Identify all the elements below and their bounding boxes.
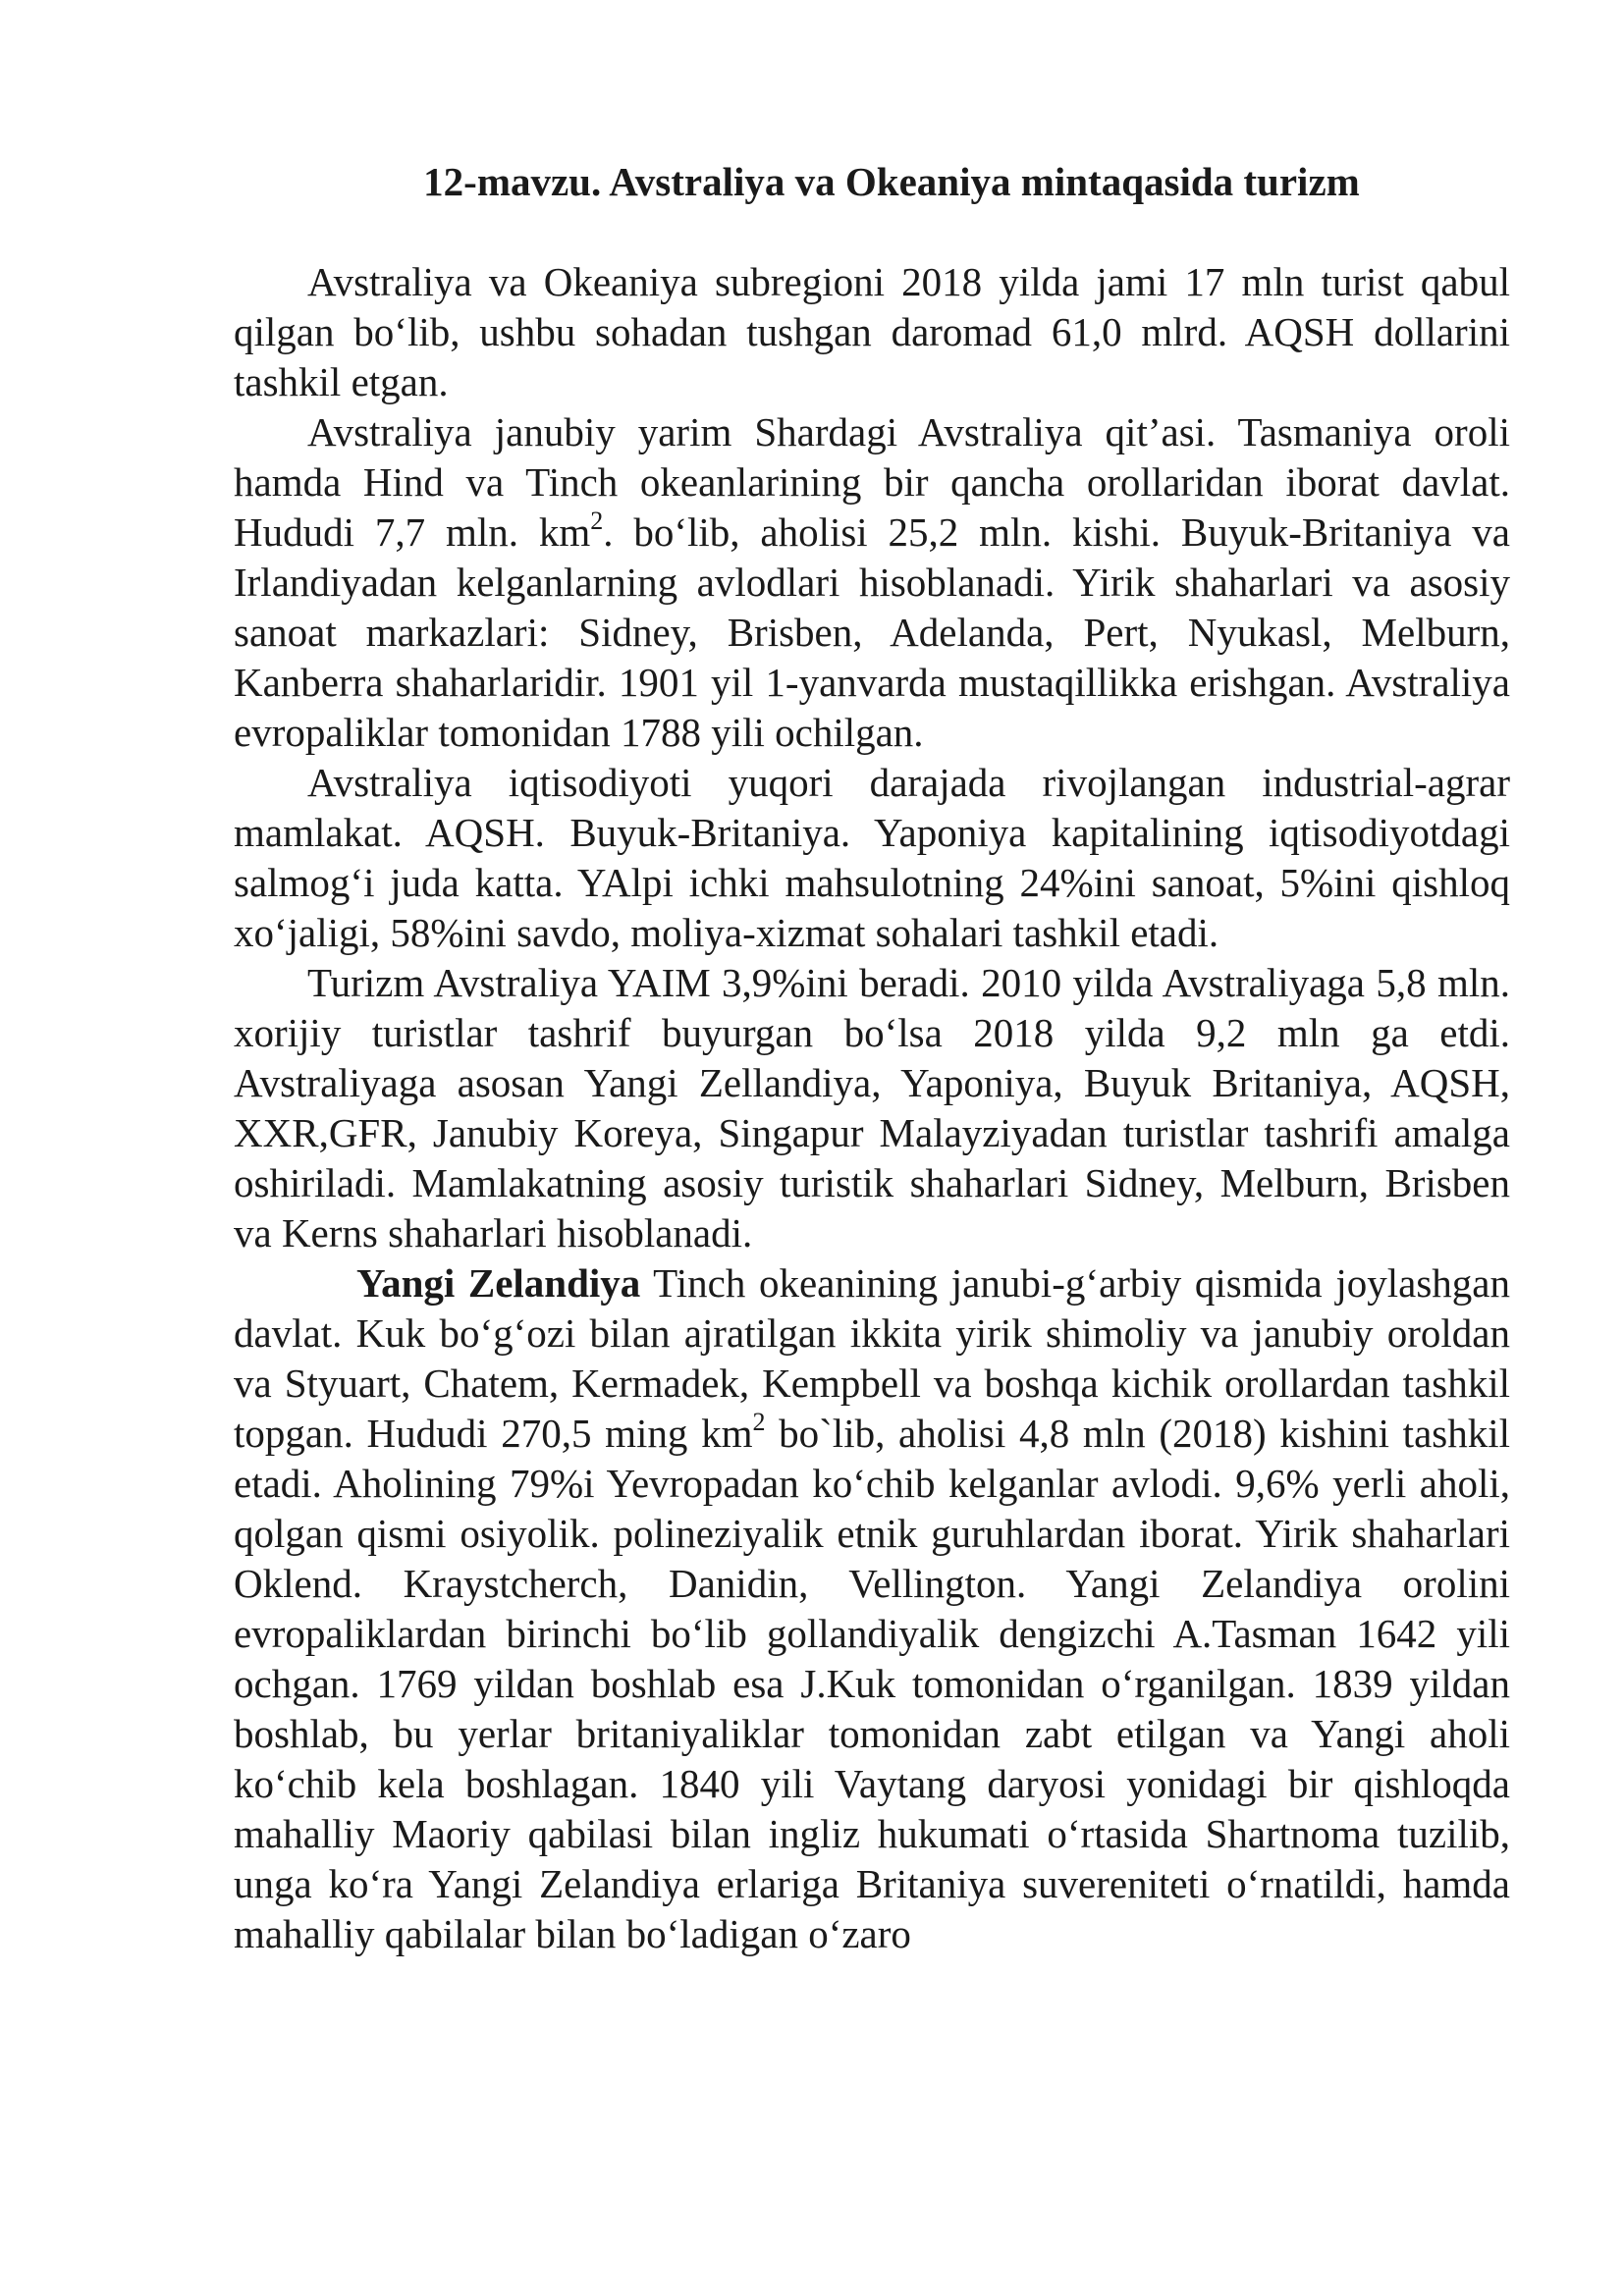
paragraph-lead-heading: Yangi Zelandiya: [356, 1260, 641, 1306]
paragraph-text: Avstraliya janubiy yarim Shardagi Avstraliya qit’asi. Tasmaniya oroli hamda Hind va Tinch okeanlarining bir qancha orollaridan iborat davlat. Hududi 7,7 mln. km: [234, 409, 1510, 555]
paragraph-australia-tourism: Turizm Avstraliya YAIM 3,9%ini beradi. 2010 yilda Avstraliyaga 5,8 mln. xorijiy turistlar tashrif buyurgan bo‘lsa 2018 yilda 9,2 mln ga etdi. Avstraliyaga asosan Yangi Zellandiya, Yaponiya, Buyuk Britaniya, AQSH, XXR,GFR, Janubiy Koreya, Singapur Malayziyadan turistlar tashrifi amalga oshiriladi. Mamlakatning asosiy turistik shaharlari Sidney, Melburn, Brisben va Kerns shaharlari hisoblanadi.: [234, 960, 1510, 1255]
paragraph-text: bo`lib, aholisi 4,8 mln (2018) kishini tashkil etadi. Aholining 79%i Yevropadan ko‘chib kelganlar avlodi. 9,6% yerli aholi, qolgan qismi osiyolik. polineziyalik etnik guruhlardan iborat. Yirik shaharlari Oklend. Kraystcherch, Danidin, Vellington. Yangi Zelandiya orolini evropaliklardan birinchi bo‘lib gollandiyalik dengizchi A.Tasman 1642 yili ochgan. 1769 yildan boshlab esa J.Kuk tomonidan o‘rganilgan. 1839 yildan boshlab, bu yerlar britaniyaliklar tomonidan zabt etilgan va Yangi aholi ko‘chib kela boshlagan. 1840 yili Vaytang daryosi yonidagi bir qishloqda mahalliy Maoriy qabilasi bilan ingliz hukumati o‘rtasida Shartnoma tuzilib, unga ko‘ra Yangi Zelandiya erlariga Britaniya suvereniteti o‘rnatildi, hamda mahalliy qabilalar bilan bo‘ladigan o‘zaro: [234, 1411, 1510, 1956]
page-title: 12-mavzu. Avstraliya va Okeaniya mintaqasida turizm: [423, 159, 1360, 204]
superscript: 2: [590, 507, 604, 536]
paragraph-text: . bo‘lib, aholisi 25,2 mln. kishi. Buyuk-Britaniya va Irlandiyadan kelganlarning avlodlari hisoblanadi. Yirik shaharlari va asosiy sanoat markazlari: Sidney, Brisben, Adelanda, Pert, Nyukasl, Melburn, Kanberra shaharlaridir. 1901 yil 1-yanvarda mustaqillikka erishgan. Avstraliya evropaliklar tomonidan 1788 yili ochilgan.: [234, 509, 1510, 755]
paragraph-text: Tinch okeanining janubi-g‘arbiy qismida joylashgan davlat. Kuk bo‘g‘ozi bilan ajratilgan ikkita yirik shimoliy va janubiy oroldan va Styuart, Chatem, Kermadek, Kempbell va boshqa kichik orollardan tashkil topgan. Hududi 270,5 ming km: [234, 1260, 1510, 1456]
document-page: [234, 157, 1510, 1959]
paragraph-australia-economy: Avstraliya iqtisodiyoti yuqori darajada rivojlangan industrial-agrar mamlakat. AQSH. Buyuk-Britaniya. Yaponiya kapitalining iqtisodiyotdagi salmog‘i juda katta. YAlpi ichki mahsulotning 24%ini sanoat, 5%ini qishloq xo‘jaligi, 58%ini savdo, moliya-xizmat sohalari tashkil etadi.: [234, 760, 1510, 955]
superscript: 2: [752, 1408, 766, 1437]
paragraph-australia-geography: [234, 407, 1510, 758]
paragraph-tourism-overview: Avstraliya va Okeaniya subregioni 2018 yilda jami 17 mln turist qabul qilgan bo‘lib, ushbu sohadan tushgan daromad 61,0 mlrd. AQSH dollarini tashkil etgan.: [234, 259, 1510, 404]
paragraph-new-zealand: [234, 1258, 1510, 1959]
